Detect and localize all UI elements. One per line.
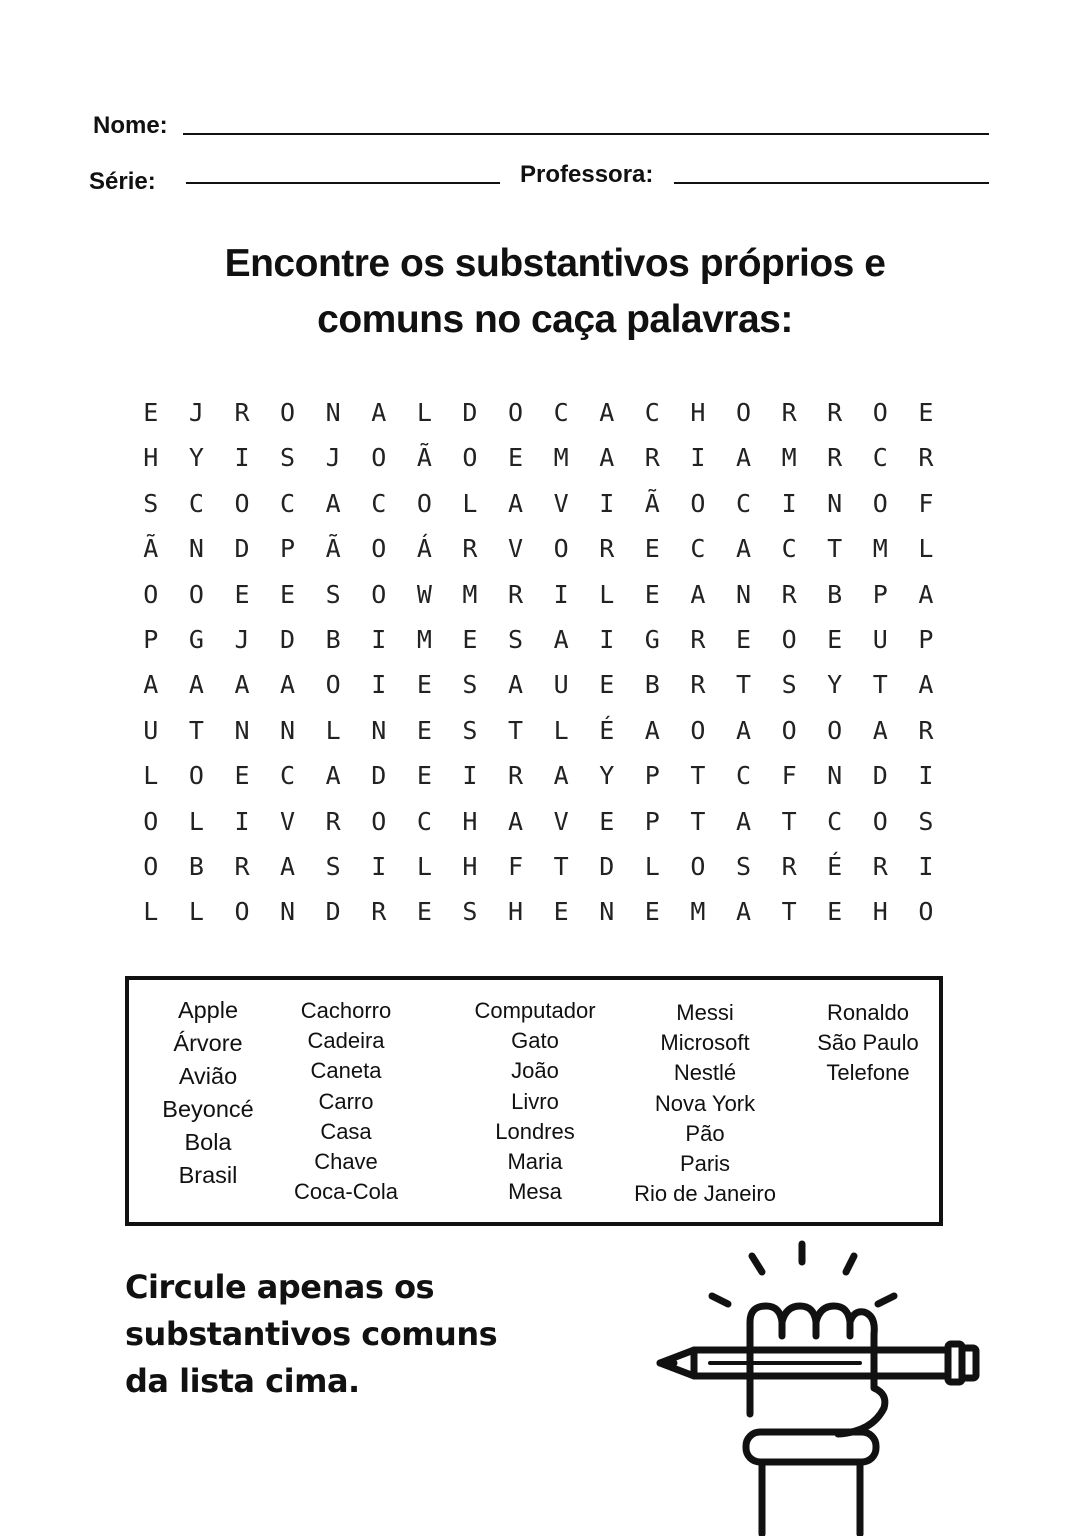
grid-cell[interactable]: S: [325, 851, 341, 881]
word-list-item: Cadeira: [307, 1028, 385, 1054]
grid-cell[interactable]: A: [553, 624, 569, 654]
word-list-item: Rio de Janeiro: [634, 1181, 776, 1207]
word-column-5: [805, 998, 931, 1089]
grid-cell[interactable]: O: [462, 443, 478, 473]
grid-cell[interactable]: C: [690, 534, 706, 564]
serie-label: Série:: [89, 168, 156, 195]
grid-cell[interactable]: E: [644, 579, 660, 609]
grid-cell[interactable]: C: [872, 443, 888, 473]
word-column-1: [143, 994, 273, 1192]
grid-cell[interactable]: R: [872, 851, 888, 881]
grid-cell[interactable]: A: [918, 670, 934, 700]
grid-cell[interactable]: B: [325, 624, 341, 654]
grid-cell[interactable]: L: [416, 851, 432, 881]
grid-cell[interactable]: J: [325, 443, 341, 473]
grid-cell[interactable]: I: [371, 624, 387, 654]
grid-cell[interactable]: T: [781, 806, 797, 836]
word-list-item: Gato: [511, 1028, 559, 1054]
grid-cell[interactable]: D: [371, 761, 387, 791]
grid-cell[interactable]: C: [280, 488, 296, 518]
grid-cell[interactable]: O: [325, 670, 341, 700]
grid-cell[interactable]: A: [508, 670, 524, 700]
grid-cell[interactable]: L: [188, 806, 204, 836]
grid-cell[interactable]: A: [599, 398, 615, 427]
instruction-text: [125, 1264, 545, 1405]
grid-cell[interactable]: D: [599, 851, 615, 881]
grid-cell[interactable]: R: [781, 579, 797, 609]
word-list-item: Paris: [679, 1151, 731, 1177]
grid-cell[interactable]: O: [371, 579, 387, 609]
grid-cell[interactable]: C: [827, 806, 843, 836]
grid-cell[interactable]: F: [918, 488, 934, 518]
grid-cell[interactable]: A: [508, 806, 524, 836]
grid-cell[interactable]: I: [234, 443, 250, 473]
grid-cell[interactable]: R: [508, 579, 524, 609]
grid-cell[interactable]: H: [872, 897, 888, 927]
grid-cell[interactable]: A: [735, 897, 752, 927]
title-line-2: comuns no caça palavras:: [317, 298, 793, 341]
instruction-line-2: substantivos comuns: [125, 1315, 498, 1353]
grid-cell[interactable]: A: [735, 715, 752, 745]
grid-cell[interactable]: Á: [416, 534, 432, 564]
grid-cell[interactable]: N: [188, 534, 204, 564]
word-list-item: Telefone: [826, 1060, 910, 1086]
grid-cell[interactable]: S: [462, 670, 478, 700]
grid-cell[interactable]: D: [872, 761, 888, 791]
grid-cell[interactable]: Ã: [644, 488, 660, 518]
grid-cell[interactable]: E: [735, 624, 752, 654]
grid-cell[interactable]: B: [827, 579, 843, 609]
grid-cell[interactable]: T: [872, 670, 888, 700]
grid-cell[interactable]: E: [918, 398, 934, 427]
grid-cell[interactable]: L: [188, 897, 204, 927]
grid-cell[interactable]: I: [553, 579, 569, 609]
professora-label: Professora:: [520, 161, 654, 188]
grid-cell[interactable]: L: [416, 398, 432, 427]
grid-cell[interactable]: J: [188, 398, 204, 427]
grid-cell[interactable]: Ã: [416, 443, 432, 473]
word-column-4: [625, 998, 785, 1209]
professora-line[interactable]: [674, 182, 989, 184]
word-list-item: Londres: [495, 1118, 575, 1144]
grid-cell[interactable]: O: [371, 443, 387, 473]
word-list-item: Casa: [320, 1118, 372, 1144]
grid-cell[interactable]: E: [234, 761, 250, 791]
grid-cell[interactable]: C: [735, 488, 752, 518]
grid-cell[interactable]: O: [872, 806, 888, 836]
grid-cell[interactable]: A: [553, 761, 569, 791]
grid-cell[interactable]: M: [553, 443, 569, 473]
grid-cell[interactable]: B: [188, 851, 204, 881]
grid-cell[interactable]: U: [143, 715, 159, 745]
grid-cell[interactable]: E: [234, 579, 250, 609]
grid-cell[interactable]: Ã: [143, 534, 159, 564]
grid-cell[interactable]: A: [690, 579, 706, 609]
grid-cell[interactable]: N: [280, 715, 296, 745]
grid-cell[interactable]: L: [599, 579, 615, 609]
grid-cell[interactable]: N: [371, 715, 387, 745]
grid-cell[interactable]: H: [462, 851, 478, 881]
grid-cell[interactable]: C: [553, 398, 569, 427]
grid-cell[interactable]: O: [690, 851, 706, 881]
grid-cell[interactable]: A: [280, 670, 296, 700]
grid-cell[interactable]: A: [188, 670, 204, 700]
grid-cell[interactable]: E: [553, 897, 569, 927]
grid-cell[interactable]: O: [690, 488, 706, 518]
grid-cell[interactable]: O: [781, 624, 797, 654]
grid-cell[interactable]: O: [234, 488, 250, 518]
grid-cell[interactable]: O: [143, 579, 159, 609]
grid-cell[interactable]: U: [553, 670, 569, 700]
grid-cell[interactable]: A: [325, 488, 341, 518]
word-list-item: Ronaldo: [827, 1000, 909, 1025]
grid-cell[interactable]: M: [416, 624, 432, 654]
instruction-line-3: da lista cima.: [125, 1362, 360, 1400]
serie-line[interactable]: [186, 182, 500, 184]
grid-cell[interactable]: H: [508, 897, 524, 927]
grid-cell[interactable]: O: [143, 851, 159, 881]
grid-cell[interactable]: C: [781, 534, 797, 564]
grid-cell[interactable]: C: [416, 806, 432, 836]
grid-cell[interactable]: N: [280, 897, 296, 927]
word-list-item: São Paulo: [817, 1030, 919, 1056]
grid-cell[interactable]: R: [781, 398, 797, 427]
grid-cell[interactable]: C: [371, 488, 387, 518]
grid-cell[interactable]: É: [599, 715, 615, 745]
grid-cell[interactable]: V: [280, 806, 296, 836]
word-list-item: Avião: [178, 1063, 238, 1089]
grid-cell[interactable]: N: [735, 579, 752, 609]
nome-line[interactable]: [183, 133, 989, 135]
grid-cell[interactable]: V: [553, 488, 569, 518]
grid-cell[interactable]: N: [599, 897, 615, 927]
grid-cell[interactable]: Ã: [325, 534, 341, 564]
grid-cell[interactable]: O: [280, 398, 296, 427]
word-list-item: Computador: [474, 998, 596, 1023]
grid-cell[interactable]: E: [644, 897, 660, 927]
grid-cell[interactable]: E: [827, 624, 843, 654]
grid-cell[interactable]: Y: [827, 670, 843, 700]
grid-cell[interactable]: G: [188, 624, 204, 654]
grid-cell[interactable]: A: [234, 670, 250, 700]
grid-cell[interactable]: S: [781, 670, 797, 700]
grid-cell[interactable]: O: [872, 398, 888, 427]
grid-cell[interactable]: O: [371, 806, 387, 836]
grid-cell[interactable]: E: [416, 897, 432, 927]
word-list-item: Chave: [314, 1149, 378, 1175]
grid-cell[interactable]: L: [553, 715, 569, 745]
grid-cell[interactable]: E: [827, 897, 843, 927]
grid-cell[interactable]: I: [462, 761, 478, 791]
grid-cell[interactable]: R: [781, 851, 797, 881]
grid-cell[interactable]: R: [690, 670, 706, 700]
grid-cell[interactable]: O: [508, 398, 524, 427]
grid-cell[interactable]: L: [644, 851, 660, 881]
word-list-item: Nova York: [654, 1090, 756, 1116]
grid-cell[interactable]: H: [143, 443, 159, 473]
word-list-item: Caneta: [310, 1058, 382, 1084]
grid-cell[interactable]: F: [508, 851, 524, 881]
hand-holding-pencil-icon: [650, 1236, 990, 1536]
word-column-2: [279, 996, 413, 1207]
grid-cell[interactable]: D: [462, 398, 478, 427]
grid-cell[interactable]: S: [462, 715, 478, 745]
word-list-item: Maria: [507, 1149, 563, 1175]
grid-cell[interactable]: R: [644, 443, 660, 473]
grid-cell[interactable]: J: [234, 624, 250, 654]
grid-cell[interactable]: Y: [188, 443, 204, 473]
grid-cell[interactable]: O: [827, 715, 843, 745]
grid-cell[interactable]: P: [872, 579, 888, 609]
grid-cell[interactable]: I: [690, 443, 706, 473]
word-list-item: João: [511, 1058, 559, 1084]
grid-cell[interactable]: R: [918, 715, 934, 745]
word-list-item: Messi: [676, 1000, 734, 1025]
grid-cell[interactable]: A: [872, 715, 888, 745]
grid-cell[interactable]: I: [599, 488, 615, 518]
title-line-1: Encontre os substantivos próprios e: [224, 242, 886, 285]
grid-cell[interactable]: S: [462, 897, 478, 927]
grid-cell[interactable]: R: [234, 398, 250, 427]
grid-cell[interactable]: O: [371, 534, 387, 564]
grid-cell[interactable]: A: [735, 534, 752, 564]
grid-cell[interactable]: A: [599, 443, 615, 473]
grid-cell[interactable]: I: [781, 488, 797, 518]
grid-cell[interactable]: L: [918, 534, 934, 564]
grid-cell[interactable]: O: [143, 806, 159, 836]
grid-cell[interactable]: E: [143, 398, 159, 427]
grid-cell[interactable]: M: [690, 897, 706, 927]
grid-cell[interactable]: R: [827, 443, 843, 473]
grid-cell[interactable]: T: [188, 715, 204, 745]
grid-cell[interactable]: R: [599, 534, 615, 564]
grid-cell[interactable]: S: [325, 579, 341, 609]
grid-cell[interactable]: R: [234, 851, 250, 881]
grid-cell[interactable]: O: [735, 398, 752, 427]
grid-cell[interactable]: E: [508, 443, 524, 473]
grid-cell[interactable]: O: [872, 488, 888, 518]
word-list-item: Nestlé: [673, 1060, 737, 1086]
grid-cell[interactable]: O: [781, 715, 797, 745]
page-title: [100, 236, 1010, 348]
grid-cell[interactable]: O: [553, 534, 569, 564]
grid-cell[interactable]: V: [508, 534, 524, 564]
grid-cell[interactable]: I: [371, 670, 387, 700]
grid-cell[interactable]: A: [371, 398, 387, 427]
word-list-item: Beyoncé: [162, 1096, 254, 1122]
grid-cell[interactable]: O: [234, 897, 250, 927]
grid-cell[interactable]: T: [553, 851, 569, 881]
grid-cell[interactable]: F: [781, 761, 797, 791]
grid-cell[interactable]: C: [188, 488, 204, 518]
word-list-box: [125, 976, 943, 1226]
grid-cell[interactable]: A: [143, 670, 159, 700]
grid-cell[interactable]: O: [188, 761, 204, 791]
word-list-item: Apple: [177, 997, 239, 1023]
grid-cell[interactable]: S: [280, 443, 296, 473]
nome-label: Nome:: [93, 112, 168, 139]
word-list-item: Coca-Cola: [294, 1179, 398, 1205]
word-list-item: Livro: [511, 1088, 559, 1114]
grid-cell[interactable]: L: [462, 488, 478, 518]
grid-cell[interactable]: O: [188, 579, 204, 609]
grid-cell[interactable]: D: [325, 897, 341, 927]
grid-cell[interactable]: C: [735, 761, 752, 791]
grid-cell[interactable]: S: [735, 851, 752, 881]
word-list-item: Mesa: [508, 1179, 562, 1205]
instruction-line-1: Circule apenas os: [125, 1268, 435, 1306]
grid-cell[interactable]: E: [599, 670, 615, 700]
grid-cell[interactable]: G: [644, 624, 660, 654]
grid-cell[interactable]: M: [872, 534, 888, 564]
grid-cell[interactable]: I: [234, 806, 250, 836]
grid-cell[interactable]: C: [280, 761, 296, 791]
grid-cell[interactable]: A: [735, 443, 752, 473]
grid-cell[interactable]: T: [690, 761, 706, 791]
grid-cell[interactable]: U: [872, 624, 888, 654]
grid-cell[interactable]: E: [416, 761, 432, 791]
grid-cell[interactable]: O: [416, 488, 432, 518]
grid-cell[interactable]: D: [280, 624, 296, 654]
grid-cell[interactable]: I: [599, 624, 615, 654]
grid-cell[interactable]: R: [462, 534, 478, 564]
word-list-item: Pão: [685, 1120, 725, 1146]
grid-cell[interactable]: E: [644, 534, 660, 564]
grid-cell[interactable]: É: [827, 851, 843, 881]
grid-cell[interactable]: I: [371, 851, 387, 881]
grid-cell[interactable]: R: [325, 806, 341, 836]
grid-cell[interactable]: A: [508, 488, 524, 518]
grid-cell[interactable]: A: [918, 579, 934, 609]
word-list-item: Árvore: [173, 1030, 243, 1056]
grid-cell[interactable]: T: [735, 670, 752, 700]
grid-cell[interactable]: N: [234, 715, 250, 745]
grid-cell[interactable]: N: [325, 398, 341, 427]
grid-cell[interactable]: P: [644, 806, 660, 836]
word-list-item: Carro: [318, 1088, 374, 1114]
grid-cell[interactable]: P: [644, 761, 660, 791]
grid-cell[interactable]: T: [508, 715, 524, 745]
grid-cell[interactable]: L: [143, 897, 159, 927]
grid-cell[interactable]: N: [827, 761, 843, 791]
grid-cell[interactable]: R: [508, 761, 524, 791]
grid-cell[interactable]: S: [143, 488, 159, 518]
grid-cell[interactable]: R: [918, 443, 934, 473]
grid-cell[interactable]: Y: [599, 761, 615, 791]
grid-cell[interactable]: D: [234, 534, 250, 564]
word-list-item: Microsoft: [660, 1030, 750, 1056]
grid-cell[interactable]: R: [371, 897, 387, 927]
grid-cell[interactable]: A: [735, 806, 752, 836]
word-search-grid[interactable]: [128, 390, 949, 935]
grid-cell[interactable]: O: [918, 897, 934, 927]
grid-cell[interactable]: N: [827, 488, 843, 518]
grid-cell[interactable]: E: [462, 624, 478, 654]
grid-cell[interactable]: P: [143, 624, 159, 654]
grid-cell[interactable]: S: [508, 624, 524, 654]
word-list-item: Bola: [184, 1129, 232, 1155]
grid-cell[interactable]: A: [644, 715, 660, 745]
grid-cell[interactable]: V: [553, 806, 569, 836]
grid-cell[interactable]: E: [416, 670, 432, 700]
grid-cell[interactable]: T: [690, 806, 706, 836]
word-list-item: Cachorro: [300, 998, 392, 1023]
word-list-item: Brasil: [178, 1162, 238, 1188]
grid-cell[interactable]: A: [325, 761, 341, 791]
grid-cell[interactable]: E: [599, 806, 615, 836]
grid-cell[interactable]: E: [416, 715, 432, 745]
grid-cell[interactable]: S: [918, 806, 934, 836]
grid-cell[interactable]: W: [416, 579, 432, 609]
grid-cell[interactable]: L: [143, 761, 159, 791]
grid-cell[interactable]: I: [918, 851, 934, 881]
grid-cell[interactable]: P: [280, 534, 296, 564]
grid-cell[interactable]: T: [827, 534, 843, 564]
grid-cell[interactable]: T: [781, 897, 797, 927]
grid-cell[interactable]: E: [280, 579, 296, 609]
grid-cell[interactable]: L: [325, 715, 341, 745]
grid-cell[interactable]: R: [827, 398, 843, 427]
grid-cell[interactable]: M: [462, 579, 478, 609]
grid-cell[interactable]: O: [690, 715, 706, 745]
grid-cell[interactable]: M: [781, 443, 797, 473]
grid-cell[interactable]: H: [462, 806, 478, 836]
grid-cell[interactable]: P: [918, 624, 934, 654]
word-column-3: [459, 996, 611, 1207]
grid-cell[interactable]: B: [644, 670, 660, 700]
grid-cell[interactable]: H: [690, 398, 706, 427]
grid-cell[interactable]: C: [644, 398, 660, 427]
grid-cell[interactable]: I: [918, 761, 934, 791]
grid-cell[interactable]: A: [280, 851, 296, 881]
grid-cell[interactable]: R: [690, 624, 706, 654]
